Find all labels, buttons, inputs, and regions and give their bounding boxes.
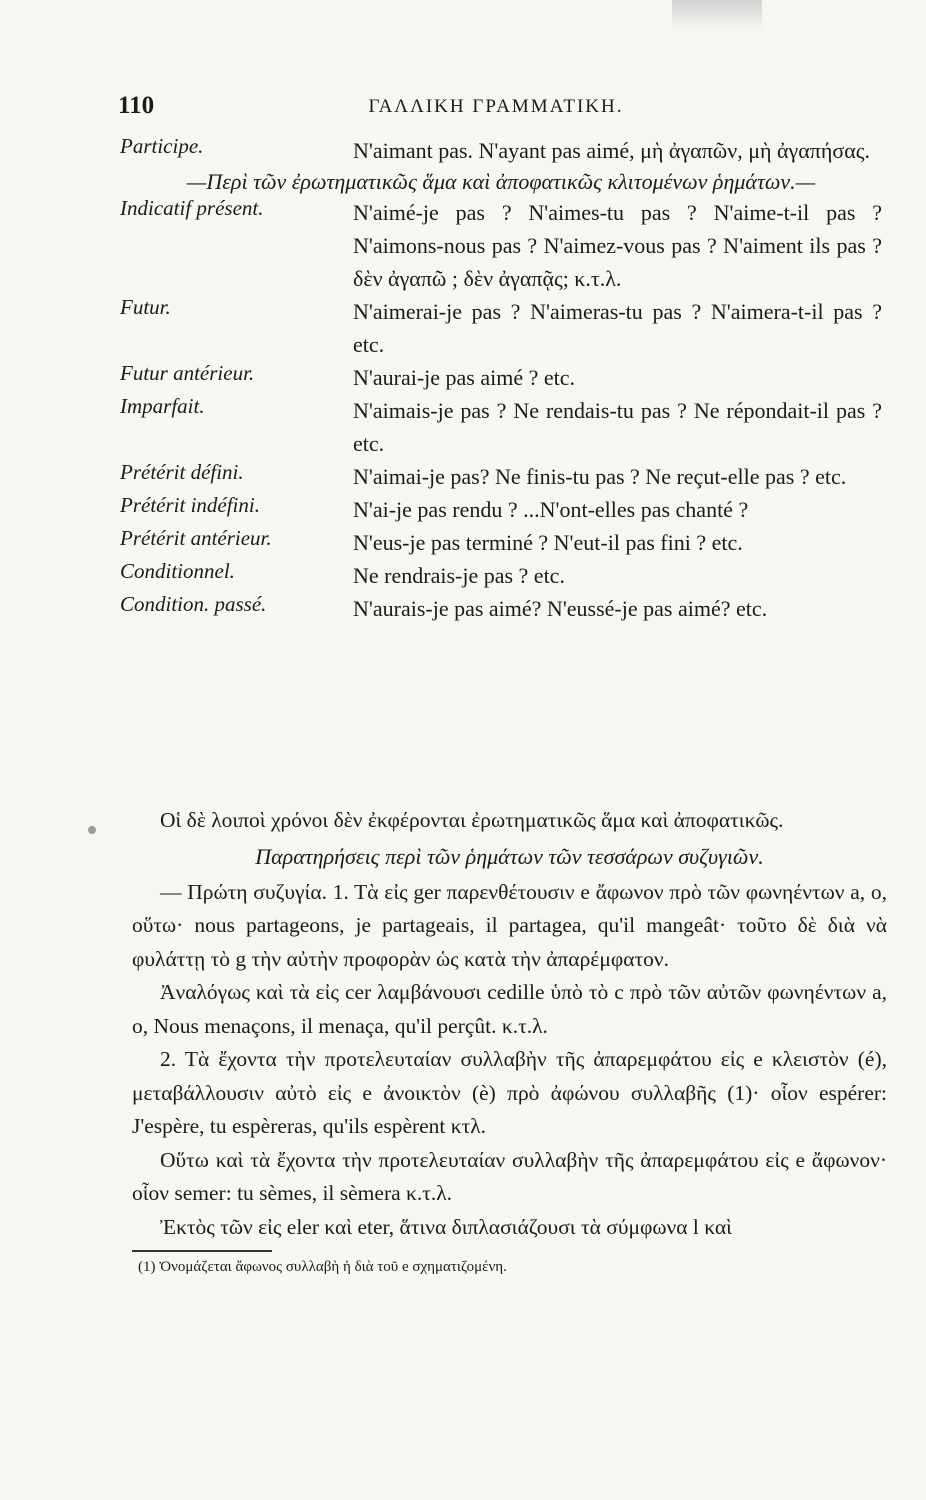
section-heading: —Περὶ τῶν ἐρωτηματικῶς ἅμα καὶ ἀποφατικῶς κλιτομένων ῥημάτων.— (186, 169, 816, 194)
tense-label: Prétérit indéfini. (120, 493, 260, 517)
conj-row-participe (120, 134, 882, 167)
tense-forms: N'aurai-je pas aimé ? etc. (353, 365, 576, 390)
scan-smudge (672, 0, 762, 30)
tense-label: Futur antérieur. (120, 361, 255, 385)
remarks-title: Παρατηρήσεις περὶ τῶν ῥημάτων τῶν τεσσάρων συζυγιῶν. (255, 843, 764, 869)
tense-forms: N'aimé-je pas ? N'aimes-tu pas ? N'aime-t-il pas ? N'aimons-nous pas ? N'aimez-vous pas ? N'aiment ils pas ? δὲν ἀγαπῶ ; δὲν ἀγαπᾷς; κ.τ.λ. (353, 200, 882, 291)
tense-forms: N'aimais-je pas ? Ne rendais-tu pas ? Ne répondait-il pas ? etc. (353, 398, 882, 456)
conj-row (120, 361, 882, 394)
tense-forms: N'aimai-je pas? Ne finis-tu pas ? Ne reçut-elle pas ? etc. (353, 464, 847, 489)
paragraph: Ἐκτὸς τῶν εἰς eler καὶ eter, ἅτινα διπλασιάζουσι τὰ σύμφωνα l καὶ (160, 1214, 732, 1239)
running-title: ΓΑΛΛΙΚΗ ΓΡΑΜΜΑΤΙΚΗ. (368, 96, 624, 117)
page-header (112, 92, 880, 126)
tense-label: Imparfait. (120, 394, 205, 418)
conj-row (120, 196, 882, 295)
tense-label: Indicatif présent. (120, 196, 264, 220)
tense-label: Conditionnel. (120, 559, 235, 583)
paragraph: — Πρώτη συζυγία. 1. Τὰ εἰς ger παρενθέτουσιν e ἄφωνον πρὸ τῶν φωνηέντων a, o, οὕτω· nous partageons, je partageais, il partagea, qu'il mangeât· τοῦτο δὲ διὰ νὰ φυλάττῃ τὸ g τὴν αὐτὴν προφορὰν ὡς κατὰ τὴν ἀπαρέμφατον. (132, 879, 887, 971)
conj-row (120, 460, 882, 493)
tense-forms: N'aimerai-je pas ? N'aimeras-tu pas ? N'aimera-t-il pas ? etc. (353, 299, 882, 357)
footnote-rule (132, 1250, 272, 1252)
page (112, 92, 887, 1275)
tense-forms: Ne rendrais-je pas ? etc. (353, 563, 565, 588)
paragraph: Οἱ δὲ λοιποὶ χρόνοι δὲν ἐκφέρονται ἐρωτηματικῶς ἅμα καὶ ἀποφατικῶς. (160, 808, 784, 832)
conj-row (120, 493, 882, 526)
scan-speck (88, 826, 96, 834)
body-text (132, 804, 887, 1278)
conj-row (120, 295, 882, 361)
tense-label: Prétérit défini. (120, 460, 244, 484)
conj-row (120, 394, 882, 460)
tense-label: Condition. passé. (120, 592, 267, 616)
tense-forms: N'aurais-je pas aimé? N'eussé-je pas aimé? etc. (353, 596, 768, 621)
paragraph: Ἀναλόγως καὶ τὰ εἰς cer λαμβάνουσι cedille ὑπὸ τὸ c πρὸ τῶν αὐτῶν φωνηέντων a, o, Nous menaçons, il menaça, qu'il perçût. κ.τ.λ. (132, 980, 887, 1038)
footnote: (1) Ὀνομάζεται ἄφωνος συλλαβὴ ἡ διὰ τοῦ e σχηματιζομένη. (138, 1259, 507, 1275)
tense-forms: N'ai-je pas rendu ? ...N'ont-elles pas chanté ? (353, 497, 749, 522)
paragraph: Οὕτω καὶ τὰ ἔχοντα τὴν προτελευταίαν συλλαβὴν τῆς ἀπαρεμφάτου εἰς e ἄφωνον· οἷον semer: tu sèmes, il sèmera κ.τ.λ. (132, 1147, 887, 1205)
tense-forms: N'eus-je pas terminé ? N'eut-il pas fini ? etc. (353, 530, 743, 555)
conj-row (120, 559, 882, 592)
conj-row (120, 592, 882, 625)
conjugation-table (120, 134, 882, 625)
tense-label: Futur. (120, 295, 171, 319)
conj-row (120, 526, 882, 559)
tense-label: Prétérit antérieur. (120, 526, 272, 550)
tense-label: Participe. (120, 134, 204, 158)
page-number: 110 (118, 92, 155, 119)
tense-forms: N'aimant pas. N'ayant pas aimé, μὴ ἀγαπῶν, μὴ ἀγαπήσας. (353, 138, 871, 163)
paragraph: 2. Τὰ ἔχοντα τὴν προτελευταίαν συλλαβὴν τῆς ἀπαρεμφάτου εἰς e κλειστὸν (é), μεταβάλλουσιν αὐτὸ εἰς e ἀνοικτὸν (è) πρὸ ἀφώνου συλλαβῆς (1)· οἷον espérer: J'espère, tu espèreras, qu'ils espèrent κτλ. (132, 1047, 887, 1138)
